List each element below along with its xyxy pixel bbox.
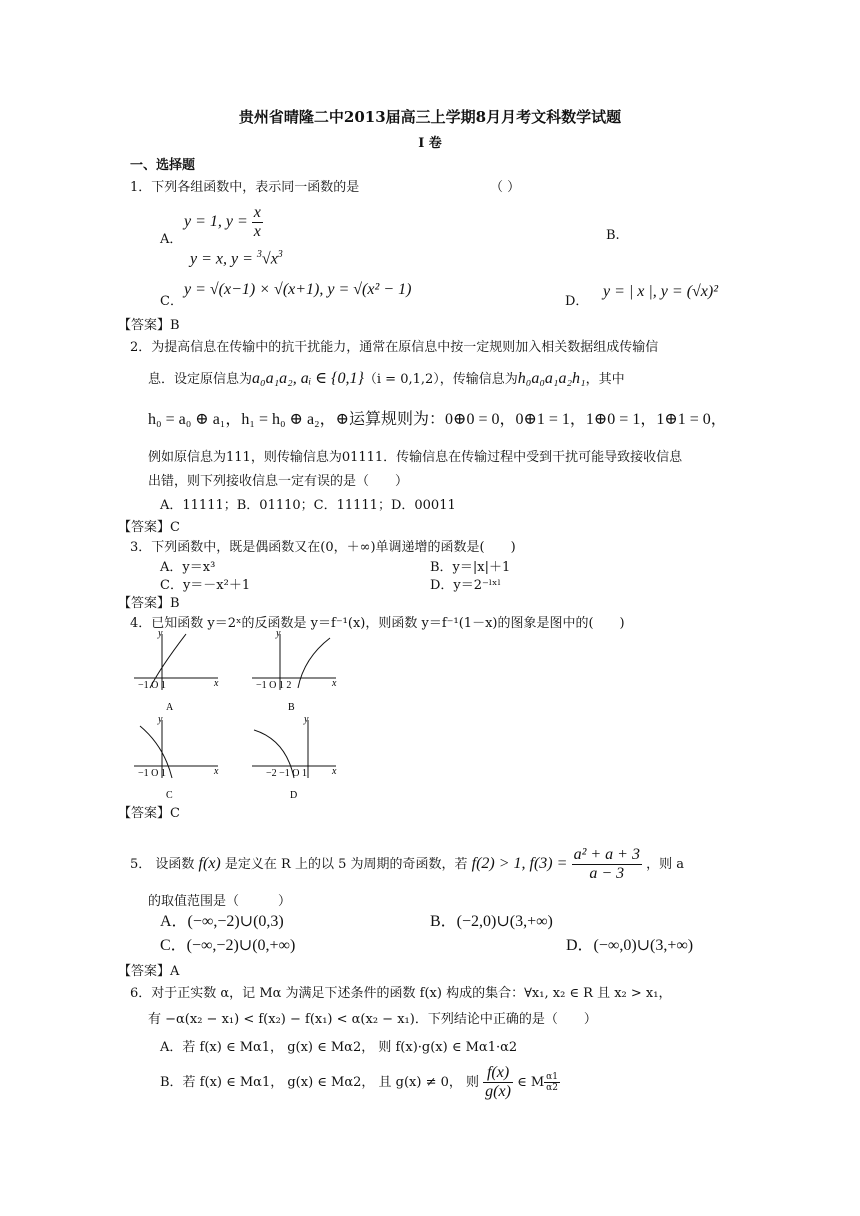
- axis-x-B: x: [332, 678, 337, 689]
- axis-x-D: x: [332, 766, 337, 777]
- label-C: C: [166, 790, 173, 801]
- q2-line2: [148, 368, 625, 388]
- q4-stem: 4．已知函数 y＝2ˣ的反函数是 y＝f⁻¹(x)，则函数 y＝f⁻¹(1－x)的图象是图中的( ): [130, 616, 625, 631]
- q5-line2: 的取值范围是（ ）: [148, 894, 292, 909]
- q2-line3: h₀ = a₀ ⊕ a₁，h₁ = h₀ ⊕ a₂，⊕运算规则为：0⊕0 = 0，0⊕1 = 1，1⊕0 = 1，1⊕1 = 0，: [148, 411, 727, 428]
- q6-optB-sub-den: α2: [546, 1083, 558, 1093]
- label-A: A: [166, 702, 174, 713]
- q6-optB-a: B．若 f(x) ∈ Mα1， g(x) ∈ Mα2， 且 g(x) ≠ 0， 则: [160, 1075, 480, 1090]
- q1-answer: 【答案】B: [118, 318, 180, 333]
- q1-optD: y = | x |, y = (√x)²: [603, 283, 719, 300]
- q3-answer: 【答案】B: [118, 596, 180, 611]
- q3-optC: C．y＝－x²＋1: [160, 578, 251, 593]
- ticks-C: −1 O 1: [138, 768, 166, 779]
- axis-y-D: y: [304, 714, 309, 725]
- section-heading: 一、选择题: [130, 158, 196, 173]
- q2-line2e: ，其中: [585, 372, 625, 387]
- q6-line1: 6．对于正实数 α，记 Mα 为满足下述条件的函数 f(x) 构成的集合：∀x₁, x₂ ∈ R 且 x₂ > x₁，: [130, 986, 672, 1001]
- q2-line4: 例如原信息为111，则传输信息为01111．传输信息在传输过程中受到干扰可能导致接收信息: [148, 450, 683, 465]
- q5-stem-e: ，则 a: [646, 857, 684, 872]
- q5-optA: A．(−∞,−2)∪(0,3): [160, 913, 284, 930]
- q6-optB-frac: [483, 1064, 513, 1101]
- q2-line2b: a₀a₁a₂, aᵢ ∈ {0,1}: [252, 370, 364, 387]
- q3-optA: A．y＝x³: [160, 560, 216, 575]
- q4-answer: 【答案】C: [118, 806, 180, 821]
- q6-optB: [160, 1064, 560, 1101]
- q5-stem: [130, 846, 684, 883]
- q2-options: A．11111；B．01110；C．11111；D．00011: [160, 498, 456, 513]
- q6-optA: A．若 f(x) ∈ Mα1， g(x) ∈ Mα2， 则 f(x)·g(x) ∈ Mα1·α2: [160, 1040, 518, 1055]
- q5-stem-c: 是定义在 R 上的以 5 为周期的奇函数，若: [224, 857, 468, 872]
- axis-y-C: y: [158, 714, 163, 725]
- q2-line2c: （i = 0,1,2），传输信息为: [363, 372, 518, 387]
- label-D: D: [290, 790, 298, 801]
- q6-optB-den: g(x): [485, 1083, 511, 1100]
- axis-y-A: y: [158, 628, 163, 639]
- q5-stem-d: f(2) > 1, f(3) =: [471, 855, 568, 872]
- q5-fraction: [572, 846, 642, 883]
- q1-optA: y = 1, y = $\frac{x}{x}$: [184, 204, 261, 240]
- q5-optB: B．(−2,0)∪(3,+∞): [430, 913, 553, 930]
- q1-optD-label: D．: [565, 294, 589, 309]
- graph-D: [252, 714, 337, 801]
- q5-stem-a: 5． 设函数: [130, 857, 195, 872]
- q6-optB-num: f(x): [483, 1064, 513, 1083]
- q5-optD: D．(−∞,0)∪(3,+∞): [566, 937, 694, 954]
- q2-answer: 【答案】C: [118, 520, 180, 535]
- graph-C: [134, 714, 219, 801]
- axis-y-B: y: [276, 628, 281, 639]
- q3-stem: 3．下列函数中，既是偶函数又在(0，＋∞)单调递增的函数是( ): [130, 540, 516, 555]
- q1-optB: y = x, $y = ^3√x^3$: [190, 249, 283, 268]
- q5-answer: 【答案】A: [118, 964, 180, 979]
- q6-optB-b: ∈ M: [517, 1075, 545, 1090]
- q3-optB: B．y＝|x|＋1: [430, 560, 511, 575]
- label-B: B: [288, 702, 295, 713]
- q6-line2: 有 −α(x₂ − x₁) < f(x₂) − f(x₁) < α(x₂ − x₁)．下列结论中正确的是（ ）: [148, 1012, 597, 1027]
- q1-optC-label: C．: [160, 294, 183, 309]
- q2-line2a: 息．设定原信息为: [148, 372, 253, 387]
- q6-optB-sub-num: α1: [546, 1072, 558, 1082]
- q1-optA-label: A．: [160, 232, 183, 247]
- q5-optC: C．(−∞,−2)∪(0,+∞): [160, 937, 296, 954]
- q4-graphs: [130, 628, 360, 808]
- q2-line5: 出错，则下列接收信息一定有误的是（ ）: [148, 474, 409, 489]
- q5-stem-b: f(x): [198, 855, 221, 872]
- q1-optB-label: B.: [606, 228, 620, 243]
- ticks-B: −1 O 1 2: [256, 680, 292, 691]
- axis-x-C: x: [214, 766, 219, 777]
- q2-line2d: h₀a₀a₁a₂h₁: [517, 370, 586, 387]
- q1-stem: 1．下列各组函数中，表示同一函数的是: [130, 180, 360, 195]
- q2-line1: 2．为提高信息在传输中的抗干扰能力，通常在原信息中按一定规则加入相关数据组成传输信: [130, 340, 659, 355]
- graph-B: [252, 628, 337, 713]
- q6-optB-subfrac: [544, 1072, 560, 1093]
- graph-A: [134, 628, 219, 713]
- q5-frac-num: a² + a + 3: [573, 846, 640, 863]
- axis-x-A: x: [214, 678, 219, 689]
- q1-optC: y = √(x−1) × √(x+1), y = √(x² − 1): [184, 281, 412, 298]
- ticks-D: −2 −1 O 1: [266, 768, 308, 779]
- q1-paren: （ ）: [490, 180, 521, 195]
- q5-frac-den: a − 3: [589, 865, 625, 882]
- page-title: 贵州省晴隆二中2013届高三上学期8月月考文科数学试题: [238, 108, 622, 126]
- q3-optD: D．y＝2⁻ˡˣˡ: [430, 578, 501, 593]
- volume-label: I 卷: [418, 136, 442, 151]
- ticks-A: −1 O 1: [138, 680, 166, 691]
